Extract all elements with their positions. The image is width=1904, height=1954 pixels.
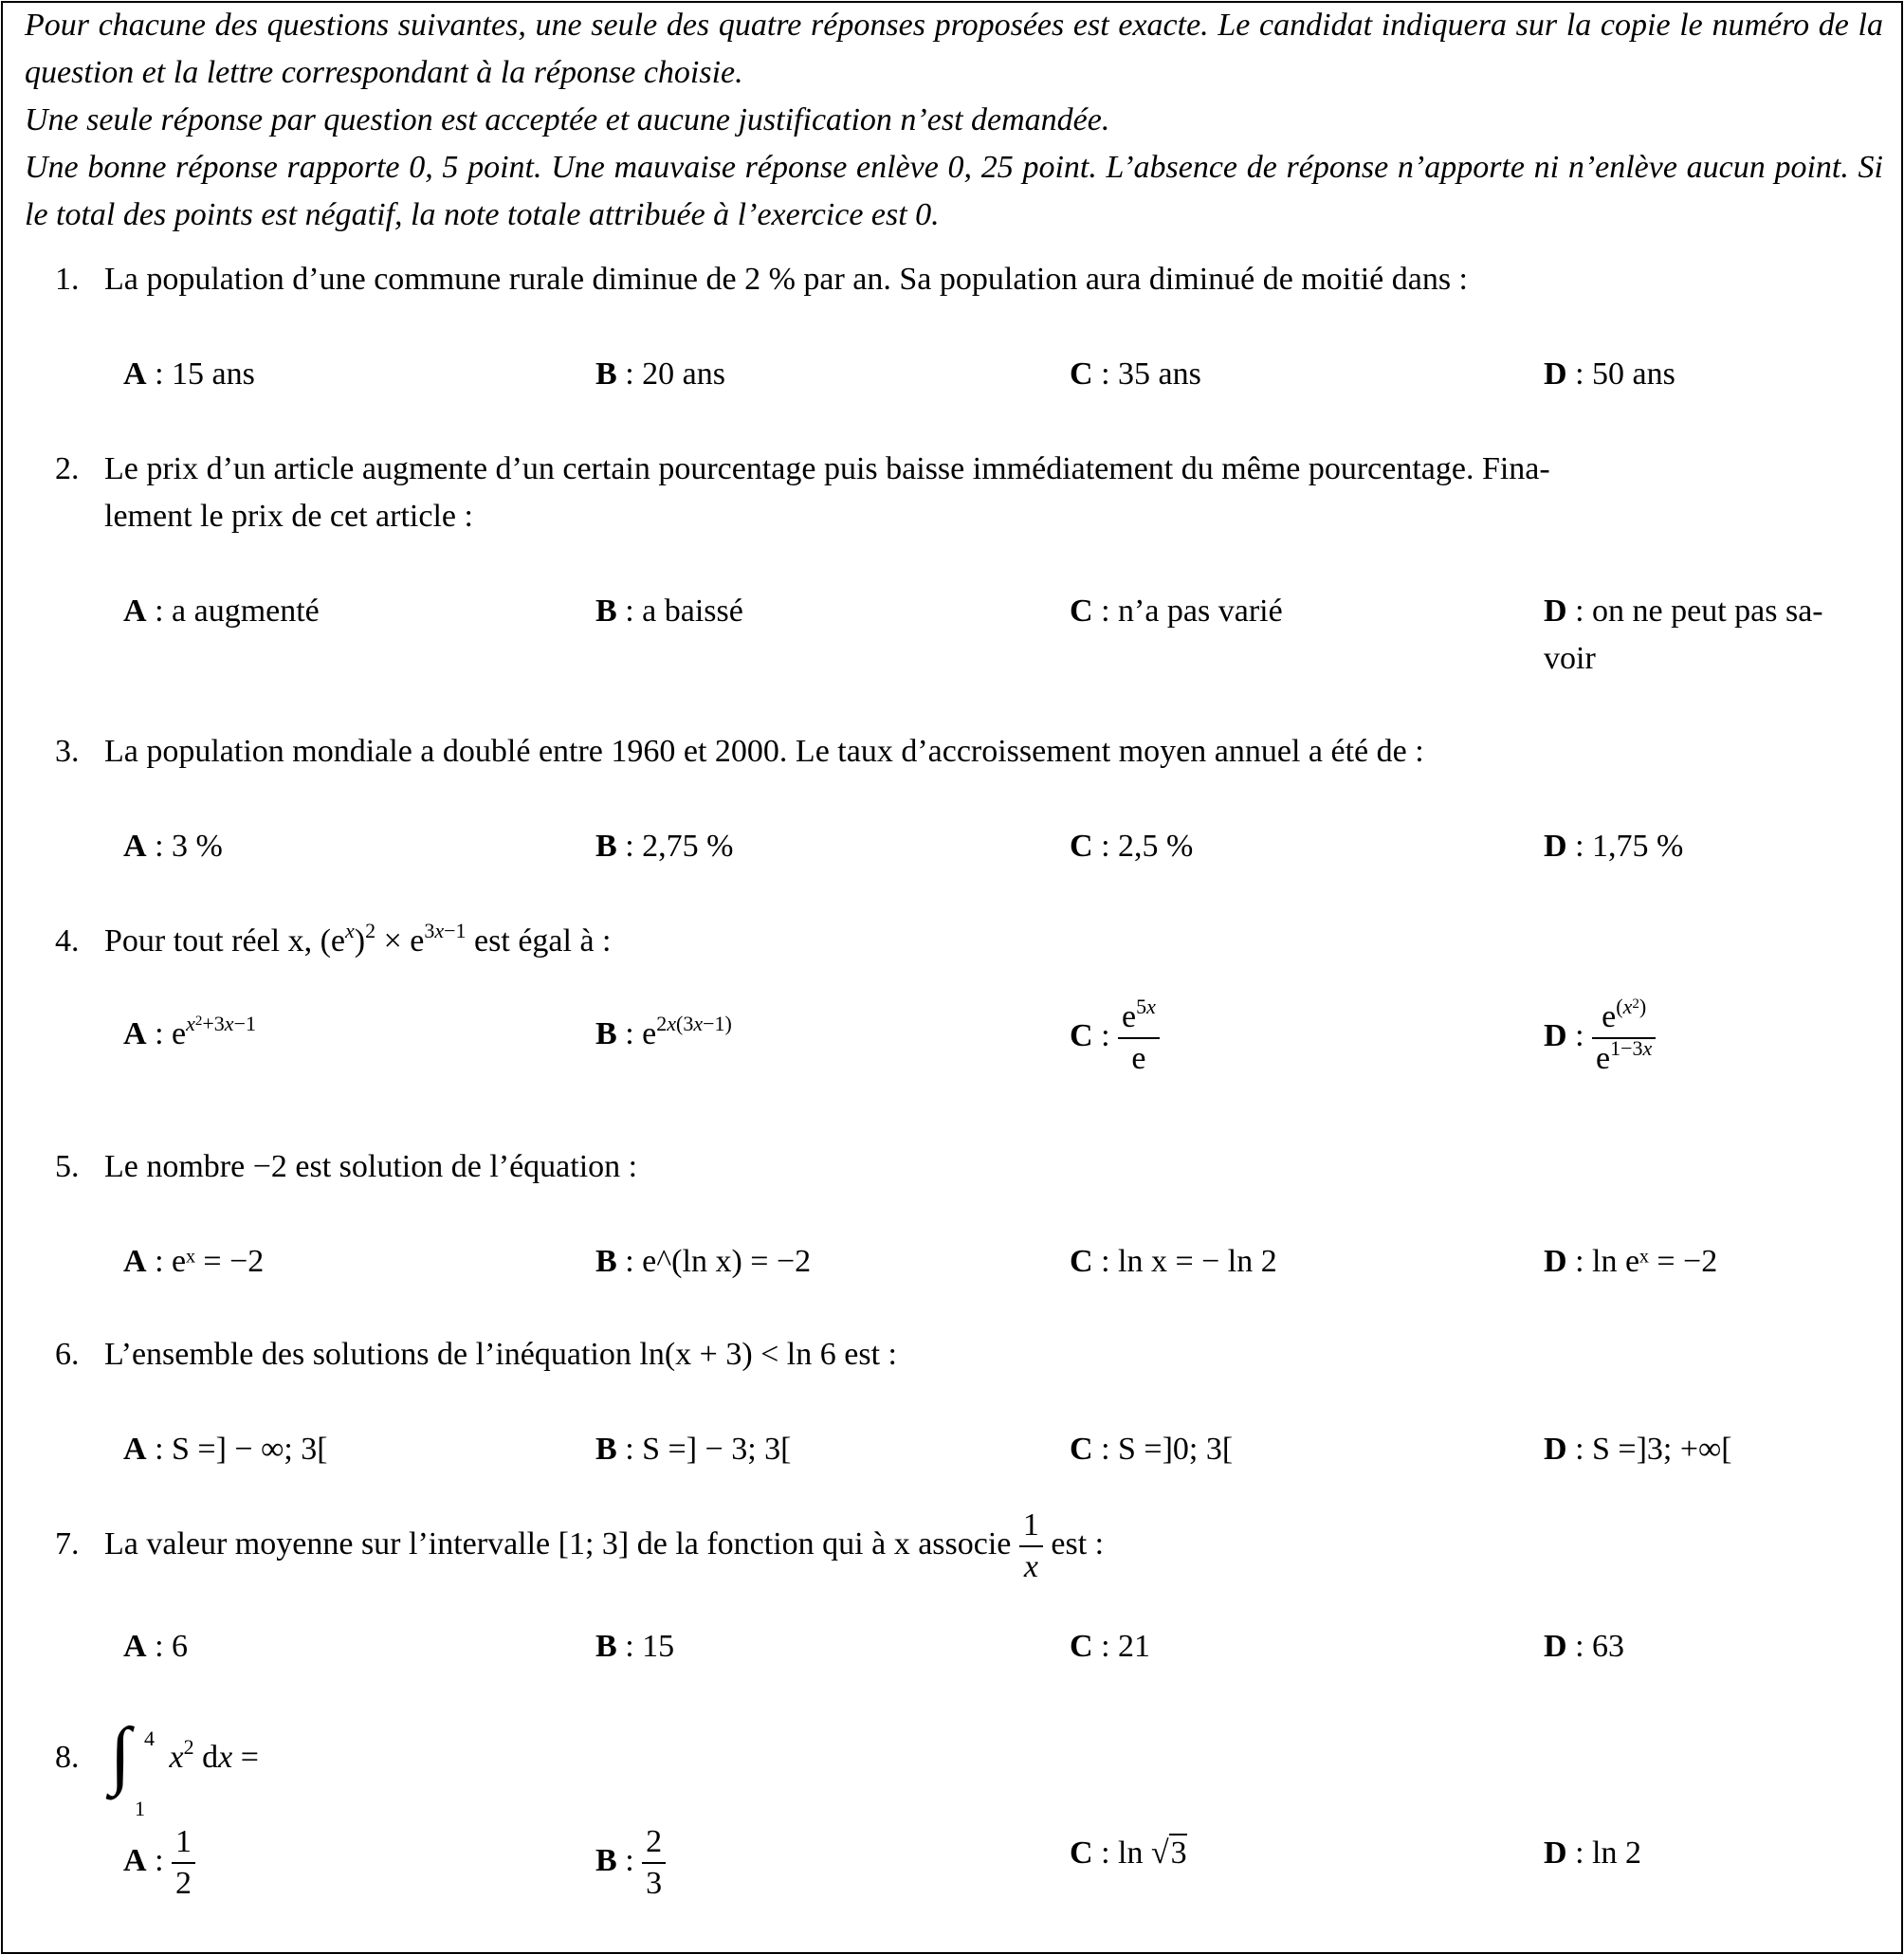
option-a[interactable]: A : 6 [123, 1629, 189, 1664]
option-b[interactable]: B : e^(ln x) = −2 [595, 1244, 812, 1279]
option-d[interactable]: D : $\frac{e^{(x^2)}}{e^{1-3x}}$ [1544, 1001, 1656, 1075]
option-d[interactable]: D : on ne peut pas sa- voir [1544, 594, 1823, 676]
option-a[interactable]: A : S =] − ∞; 3[ [123, 1432, 328, 1467]
instruction-paragraph: Pour chacune des questions suivantes, une seule des quatre réponses proposées est exacte. Le candidat indiquera sur la copie le numéro de la question et la lettre correspondant à la réponse choisie. [25, 8, 1883, 90]
instruction-paragraph: Une bonne réponse rapporte 0, 5 point. Une mauvaise réponse enlève 0, 25 point. L’absence de réponse n’apporte ni n’enlève aucun point. Si le total des points est négatif, la note totale attribuée à l’exercice est 0. [25, 150, 1883, 232]
integral-expression: ∫ 4 1 $x^2$ dx = [104, 1740, 259, 1775]
question-text: L’ensemble des solutions de l’inéquation ln(x + 3) < ln 6 est : [104, 1337, 897, 1372]
integral-symbol: ∫ 4 1 [110, 1713, 155, 1821]
instruction-paragraph: Une seule réponse par question est acceptée et aucune justification n’est demandée. [25, 102, 1110, 137]
question-number: 6. [55, 1337, 80, 1372]
option-c[interactable]: C : $\frac{e^{5x}}{e}$ [1070, 1001, 1160, 1075]
option-c[interactable]: C : 35 ans [1070, 356, 1201, 392]
option-d[interactable]: D : 50 ans [1544, 356, 1675, 392]
option-b[interactable]: B : a baissé [595, 594, 743, 629]
option-a[interactable]: A : $\frac{1}{2}$ [123, 1826, 195, 1900]
option-a[interactable]: A : 15 ans [123, 356, 255, 392]
question-text: La population mondiale a doublé entre 1960 et 2000. Le taux d’accroissement moyen annuel a été de : [104, 734, 1424, 769]
option-a[interactable]: A : 3 % [123, 829, 223, 864]
option-b[interactable]: B : S =] − 3; 3[ [595, 1432, 792, 1467]
question-text: Pour tout réel x, $(e^x)^2 \times e^{3x-1}$ est égal à : [104, 919, 612, 959]
option-b[interactable]: B : 2,75 % [595, 829, 734, 864]
question-number: 1. [55, 262, 80, 297]
option-b[interactable]: B : 20 ans [595, 356, 725, 392]
option-d[interactable]: D : 63 [1544, 1629, 1625, 1664]
option-c[interactable]: C : 21 [1070, 1629, 1151, 1664]
question-text: La population d’une commune rurale diminue de 2 % par an. Sa population aura diminué de moitié dans : [104, 262, 1468, 297]
fraction-one-over-x: $\frac{1}{x}$ [1019, 1509, 1043, 1583]
option-c[interactable]: C : ln √3 [1070, 1835, 1187, 1871]
instructions [25, 2, 1883, 239]
question-text-continued: lement le prix de cet article : [104, 499, 473, 534]
question-number: 3. [55, 734, 80, 769]
option-a[interactable]: A : eˣ = −2 [123, 1244, 265, 1279]
option-b[interactable]: B : $e^{2x(3x-1)}$ [595, 1012, 732, 1051]
question-number: 8. [55, 1740, 80, 1775]
option-a[interactable]: A : a augmenté [123, 594, 320, 629]
option-a[interactable]: A : $e^{x^2+3x-1}$ [123, 1012, 256, 1051]
question-text: Le prix d’un article augmente d’un certain pourcentage puis baisse immédiatement du même pourcentage. Fina- [104, 451, 1550, 486]
question-number: 2. [55, 451, 80, 486]
question-number: 5. [55, 1149, 80, 1184]
option-c[interactable]: C : ln x = − ln 2 [1070, 1244, 1277, 1279]
option-d[interactable]: D : ln eˣ = −2 [1544, 1244, 1718, 1279]
option-c[interactable]: C : n’a pas varié [1070, 594, 1283, 629]
question-text: Le nombre −2 est solution de l’équation : [104, 1149, 638, 1184]
option-d[interactable]: D : 1,75 % [1544, 829, 1684, 864]
option-b[interactable]: B : 15 [595, 1629, 675, 1664]
question-number: 7. [55, 1525, 80, 1561]
question-text: La valeur moyenne sur l’intervalle [1; 3] de la fonction qui à x associe $\frac{1}{x}$ est : [104, 1507, 1105, 1584]
option-c[interactable]: C : S =]0; 3[ [1070, 1432, 1234, 1467]
option-c[interactable]: C : 2,5 % [1070, 829, 1194, 864]
option-d[interactable]: D : S =]3; +∞[ [1544, 1432, 1732, 1467]
question-number: 4. [55, 923, 80, 959]
option-d[interactable]: D : ln 2 [1544, 1835, 1641, 1871]
option-b[interactable]: B : $\frac{2}{3}$ [595, 1826, 666, 1900]
formula: $(e^x)^2 \times e^{3x-1}$ [320, 919, 467, 959]
